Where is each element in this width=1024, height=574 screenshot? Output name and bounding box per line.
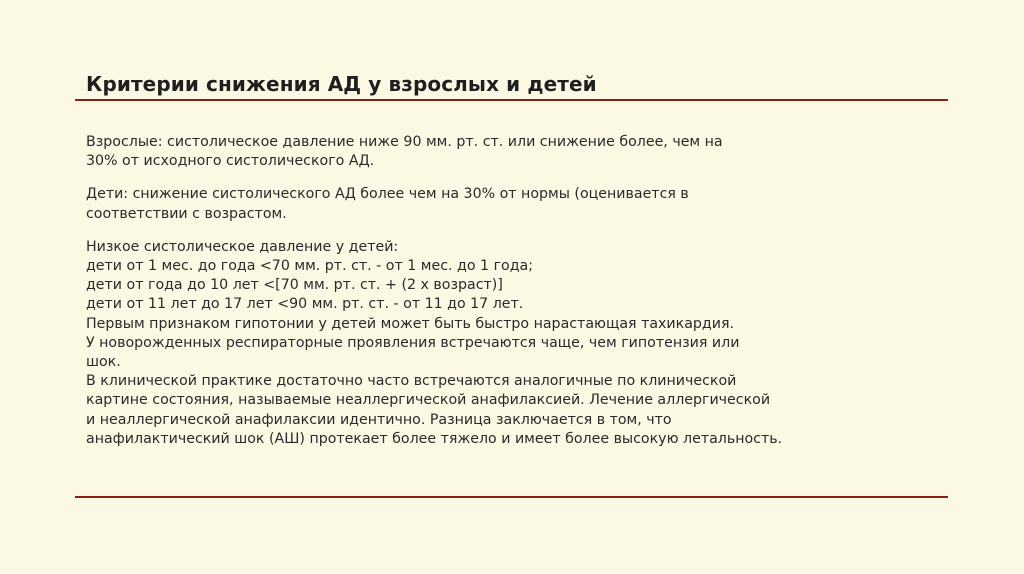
text-line: картине состояния, называемые неаллергической анафилаксией. Лечение аллергической (86, 392, 771, 409)
text-line: У новорожденных респираторные проявления встречаются чаще, чем гипотензия или (86, 334, 740, 351)
text-line: соответствии с возрастом. (86, 205, 287, 222)
paragraph-low-pressure (86, 238, 936, 449)
text-line: шок. (86, 354, 121, 371)
slide-title: Критерии снижения АД у взрослых и детей (86, 72, 597, 96)
slide-body (86, 133, 936, 449)
paragraph-children (86, 185, 936, 223)
text-line: анафилактический шок (АШ) протекает более тяжело и имеет более высокую летальность. (86, 430, 783, 447)
paragraph-adults (86, 133, 936, 171)
text-line: дети от 1 мес. до года <70 мм. рт. ст. - от 1 мес. до 1 года; (86, 258, 533, 275)
text-line: Взрослые: систолическое давление ниже 90 мм. рт. ст. или снижение более, чем на (86, 134, 723, 150)
text-line: дети от 11 лет до 17 лет <90 мм. рт. ст. - от 11 до 17 лет. (86, 296, 524, 313)
title-divider (75, 99, 948, 101)
footer-divider (75, 496, 948, 498)
text-line: Дети: снижение систолического АД более чем на 30% от нормы (оценивается в (86, 186, 689, 203)
text-line: В клинической практике достаточно часто встречаются аналогичные по клинической (86, 373, 737, 390)
text-line: 30% от исходного систолического АД. (86, 153, 375, 170)
text-line: и неаллергической анафилаксии идентично. Разница заключается в том, что (86, 411, 672, 428)
text-line: Первым признаком гипотонии у детей может быть быстро нарастающая тахикардия. (86, 315, 734, 332)
text-line: дети от года до 10 лет <[70 мм. рт. ст. + (2 х возраст)] (86, 277, 503, 294)
text-line: Низкое систолическое давление у детей: (86, 238, 399, 255)
